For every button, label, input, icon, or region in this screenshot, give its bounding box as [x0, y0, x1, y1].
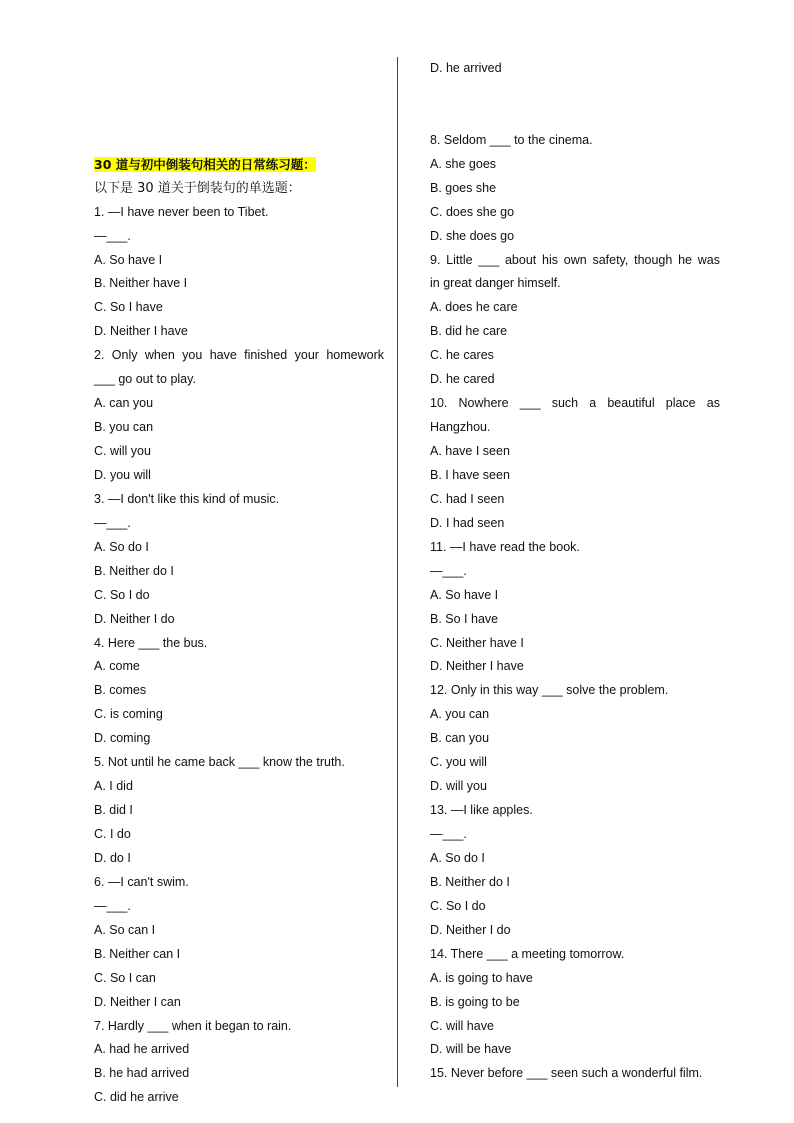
option-line: C. So I do — [430, 898, 486, 913]
question-line: 10. Nowhere ___ such a beautiful place as — [430, 396, 720, 411]
option-line: B. is going to be — [430, 994, 520, 1009]
question-line: ___ go out to play. — [94, 372, 196, 387]
option-line: D. he arrived — [430, 61, 502, 75]
option-line: D. he cared — [430, 372, 495, 387]
question-line: 6. —I can't swim. — [94, 874, 189, 889]
option-line: B. did he care — [430, 324, 508, 339]
option-line: D. she does go — [430, 228, 515, 243]
option-line: C. So I have — [94, 300, 163, 315]
option-line: C. he cares — [430, 348, 494, 363]
option-line: A. come — [94, 659, 140, 674]
option-line: B. Neither can I — [94, 946, 181, 961]
right-question-list — [430, 129, 720, 1087]
question-line: 3. —I don't like this kind of music. — [94, 491, 280, 506]
answer-blank: —___. — [94, 228, 131, 243]
option-line: B. he had arrived — [94, 1066, 190, 1081]
option-line: B. Neither have I — [94, 276, 188, 291]
option-line: A. So do I — [430, 850, 485, 865]
option-line: D. do I — [94, 850, 131, 865]
option-line: A. she goes — [430, 156, 497, 171]
option-line: A. have I seen — [430, 444, 510, 459]
option-line: D. you will — [94, 467, 151, 482]
option-line: B. can you — [430, 731, 490, 746]
option-line: C. Neither have I — [430, 635, 524, 650]
option-line: D. Neither I do — [430, 922, 511, 937]
option-line: A. had he arrived — [94, 1042, 190, 1057]
question-line: 12. Only in this way ___ solve the problem. — [430, 683, 669, 698]
option-line: B. did I — [94, 803, 133, 818]
option-line: A. So can I — [94, 922, 156, 937]
option-line: A. So do I — [94, 539, 149, 554]
option-line: A. So have I — [430, 587, 499, 602]
option-line: B. comes — [94, 683, 147, 698]
question-line: 1. —I have never been to Tibet. — [94, 204, 269, 219]
option-line: B. So I have — [430, 611, 499, 626]
option-line: C. is coming — [94, 707, 163, 722]
option-line: A. So have I — [94, 252, 163, 267]
option-line: A. can you — [94, 396, 154, 411]
option-line: B. Neither do I — [430, 874, 510, 889]
top-spacer — [94, 105, 384, 153]
question-line: 13. —I like apples. — [430, 803, 533, 818]
question-line: 14. There ___ a meeting tomorrow. — [430, 946, 625, 961]
question-line: 4. Here ___ the bus. — [94, 635, 208, 650]
option-line: C. had I seen — [430, 491, 505, 506]
option-line: D. will you — [430, 779, 487, 794]
option-line: C. does she go — [430, 204, 515, 219]
answer-blank: —___. — [430, 563, 467, 578]
option-line: C. you will — [430, 755, 487, 770]
right-column — [430, 57, 720, 1086]
question-line: 5. Not until he came back ___ know the truth. — [94, 755, 345, 770]
option-line: D. Neither I do — [94, 611, 175, 626]
option-line: B. you can — [94, 420, 154, 435]
option-line: B. I have seen — [430, 467, 510, 482]
exercise-intro: 以下是 30 道关于倒装句的单选题： — [94, 180, 301, 196]
option-line: D. Neither I can — [94, 994, 181, 1009]
option-line: D. coming — [94, 731, 151, 746]
answer-blank: —___. — [94, 898, 131, 913]
exercise-heading: 30 道与初中倒装句相关的日常练习题： — [94, 156, 316, 172]
left-question-list — [94, 201, 384, 1111]
question-line: 11. —I have read the book. — [430, 539, 580, 554]
option-line: D. I had seen — [430, 515, 505, 530]
option-line: C. did he arrive — [94, 1090, 179, 1105]
option-line: A. is going to have — [430, 970, 533, 985]
option-line: D. Neither I have — [430, 659, 524, 674]
question-line: Hangzhou. — [430, 420, 491, 435]
option-line: A. you can — [430, 707, 490, 722]
question-line: 7. Hardly ___ when it began to rain. — [94, 1018, 292, 1033]
left-column — [94, 57, 384, 1110]
option-line: C. I do — [94, 827, 131, 842]
question-line: in great danger himself. — [430, 276, 561, 291]
option-line: D. Neither I have — [94, 324, 188, 339]
option-line: C. will have — [430, 1018, 494, 1033]
gap-spacer — [430, 81, 720, 129]
option-line: B. goes she — [430, 180, 497, 195]
top-spacer — [94, 57, 384, 105]
option-line: C. will you — [94, 444, 151, 459]
question-line: 15. Never before ___ seen such a wonderful film. — [430, 1066, 703, 1081]
option-line: C. So I do — [94, 587, 150, 602]
option-line: D. will be have — [430, 1042, 512, 1057]
answer-blank: —___. — [430, 827, 467, 842]
question-line: 2. Only when you have finished your homework — [94, 348, 384, 363]
question-line: 9. Little ___ about his own safety, though he was — [430, 252, 720, 267]
column-divider — [397, 57, 398, 1087]
option-line: B. Neither do I — [94, 563, 174, 578]
option-line: A. I did — [94, 779, 133, 794]
option-line: A. does he care — [430, 300, 518, 315]
question-line: 8. Seldom ___ to the cinema. — [430, 132, 593, 147]
option-line: C. So I can — [94, 970, 156, 985]
answer-blank: —___. — [94, 515, 131, 530]
